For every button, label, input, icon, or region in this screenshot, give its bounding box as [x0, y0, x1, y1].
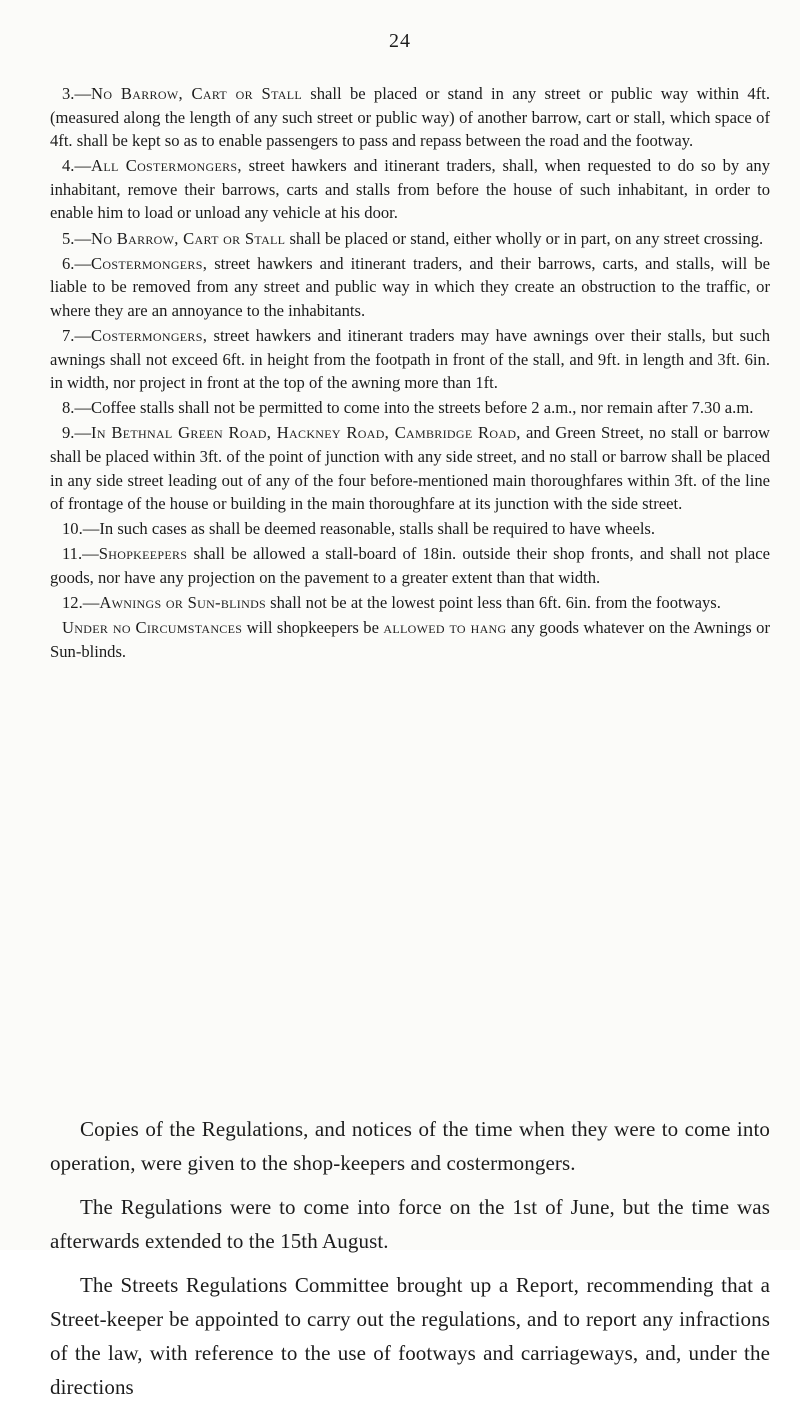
regulation-6	[50, 252, 770, 323]
regulation-lead: Shopkeepers	[98, 544, 188, 564]
regulation-lead: No Barrow, Cart or Stall	[91, 228, 286, 248]
regulation-text: shall be allowed a stall-board of 18in. outside their shop fronts, and shall not place goods, nor have any projection on the pavement to a greater extent than that width.	[50, 544, 770, 587]
regulation-8	[50, 396, 770, 420]
regulation-9	[50, 421, 770, 515]
notice-emphasis: allowed to hang	[383, 618, 507, 638]
regulation-number: 8.—	[62, 398, 92, 418]
notice-tail: any goods whatever on the Awnings or Sun-blinds.	[50, 618, 770, 661]
regulation-3	[50, 82, 770, 153]
regulation-number: 3.—	[62, 84, 92, 103]
regulation-4	[50, 154, 770, 225]
regulation-number: 9.—	[62, 423, 92, 443]
regulation-text: shall be placed or stand in any street or public way within 4ft. (measured along the length of any such street or public way) of another barrow, cart or stall, which space of 4ft. shall be kept so as to enable passengers to pass and repass between the road and the footway.	[50, 84, 770, 151]
regulation-text: street hawkers and itinerant traders, shall, when requested to do so by any inhabitant, remove their barrows, carts and stalls from before the house of such inhabitant, in order to enable him to load or unload any vehicle at his door.	[50, 156, 770, 223]
regulation-text: and Green Street, no stall or barrow shall be placed within 3ft. of the point of junction with any side street, and no stall or barrow shall be placed in any side street leading out of any of the four before-mentioned main thoroughfares within 3ft. of the line of frontage of the house or building in the main thoroughfare at its junction with the side street.	[50, 423, 770, 514]
regulation-number: 4.—	[62, 156, 92, 176]
regulation-lead: Costermongers,	[91, 325, 208, 345]
regulation-number: 5.—	[62, 228, 92, 248]
regulation-lead: All Costermongers,	[91, 156, 242, 176]
regulation-number: 10.—	[62, 519, 100, 539]
regulation-lead: No Barrow, Cart or Stall	[91, 84, 302, 103]
regulation-lead: In Bethnal Green Road, Hackney Road, Cambridge Road,	[91, 423, 521, 443]
regulation-text: street hawkers and itinerant traders, and their barrows, carts, and stalls, will be liable to be removed from any street and public way in which they create an obstruction to the traffic, or where they are an annoyance to the inhabitants.	[50, 253, 770, 320]
narrative-paragraph: The Streets Regulations Committee brought up a Report, recommending that a Street-keeper be appointed to carry out the regulations, and to report any infractions of the law, with reference to the use of footways and carriageways, and, under the directions	[50, 1273, 770, 1399]
page-number: 24	[389, 30, 411, 52]
regulation-10	[50, 517, 770, 541]
regulation-number: 6.—	[62, 253, 92, 273]
regulation-number: 7.—	[62, 325, 92, 345]
regulation-text: Coffee stalls shall not be permitted to come into the streets before 2 a.m., nor remain after 7.30 a.m.	[91, 398, 754, 418]
notice-mid: will shopkeepers be	[242, 618, 384, 638]
regulation-lead: Awnings or Sun-blinds	[99, 592, 267, 612]
awnings-notice	[50, 616, 770, 663]
regulation-text: shall not be at the lowest point less than 6ft. 6in. from the footways.	[266, 592, 721, 612]
regulation-11	[50, 542, 770, 589]
regulation-number: 12.—	[62, 592, 100, 612]
regulation-number: 11.—	[62, 544, 99, 564]
regulation-12	[50, 591, 770, 615]
regulation-lead: Costermongers,	[91, 253, 208, 273]
regulation-text: In such cases as shall be deemed reasonable, stalls shall be required to have wheels.	[99, 519, 656, 539]
regulation-5	[50, 227, 770, 251]
regulation-7	[50, 324, 770, 395]
narrative-paragraph: The Regulations were to come into force on the 1st of June, but the time was afterwards extended to the 15th August.	[50, 1195, 770, 1253]
regulation-text: street hawkers and itinerant traders may have awnings over their stalls, but such awnings shall not exceed 6ft. in height from the footpath in front of the stall, and 9ft. in length and 3ft. 6in. in width, nor project in front at the top of the awning more than 1ft.	[50, 325, 770, 393]
narrative-section	[50, 1112, 770, 1414]
regulations-list	[50, 82, 770, 663]
regulation-text: shall be placed or stand, either wholly or in part, on any street crossing.	[285, 228, 764, 248]
notice-lead: Under no Circumstances	[62, 618, 243, 638]
narrative-paragraph: Copies of the Regulations, and notices of the time when they were to come into operation, were given to the shop-keepers and costermongers.	[50, 1117, 770, 1175]
